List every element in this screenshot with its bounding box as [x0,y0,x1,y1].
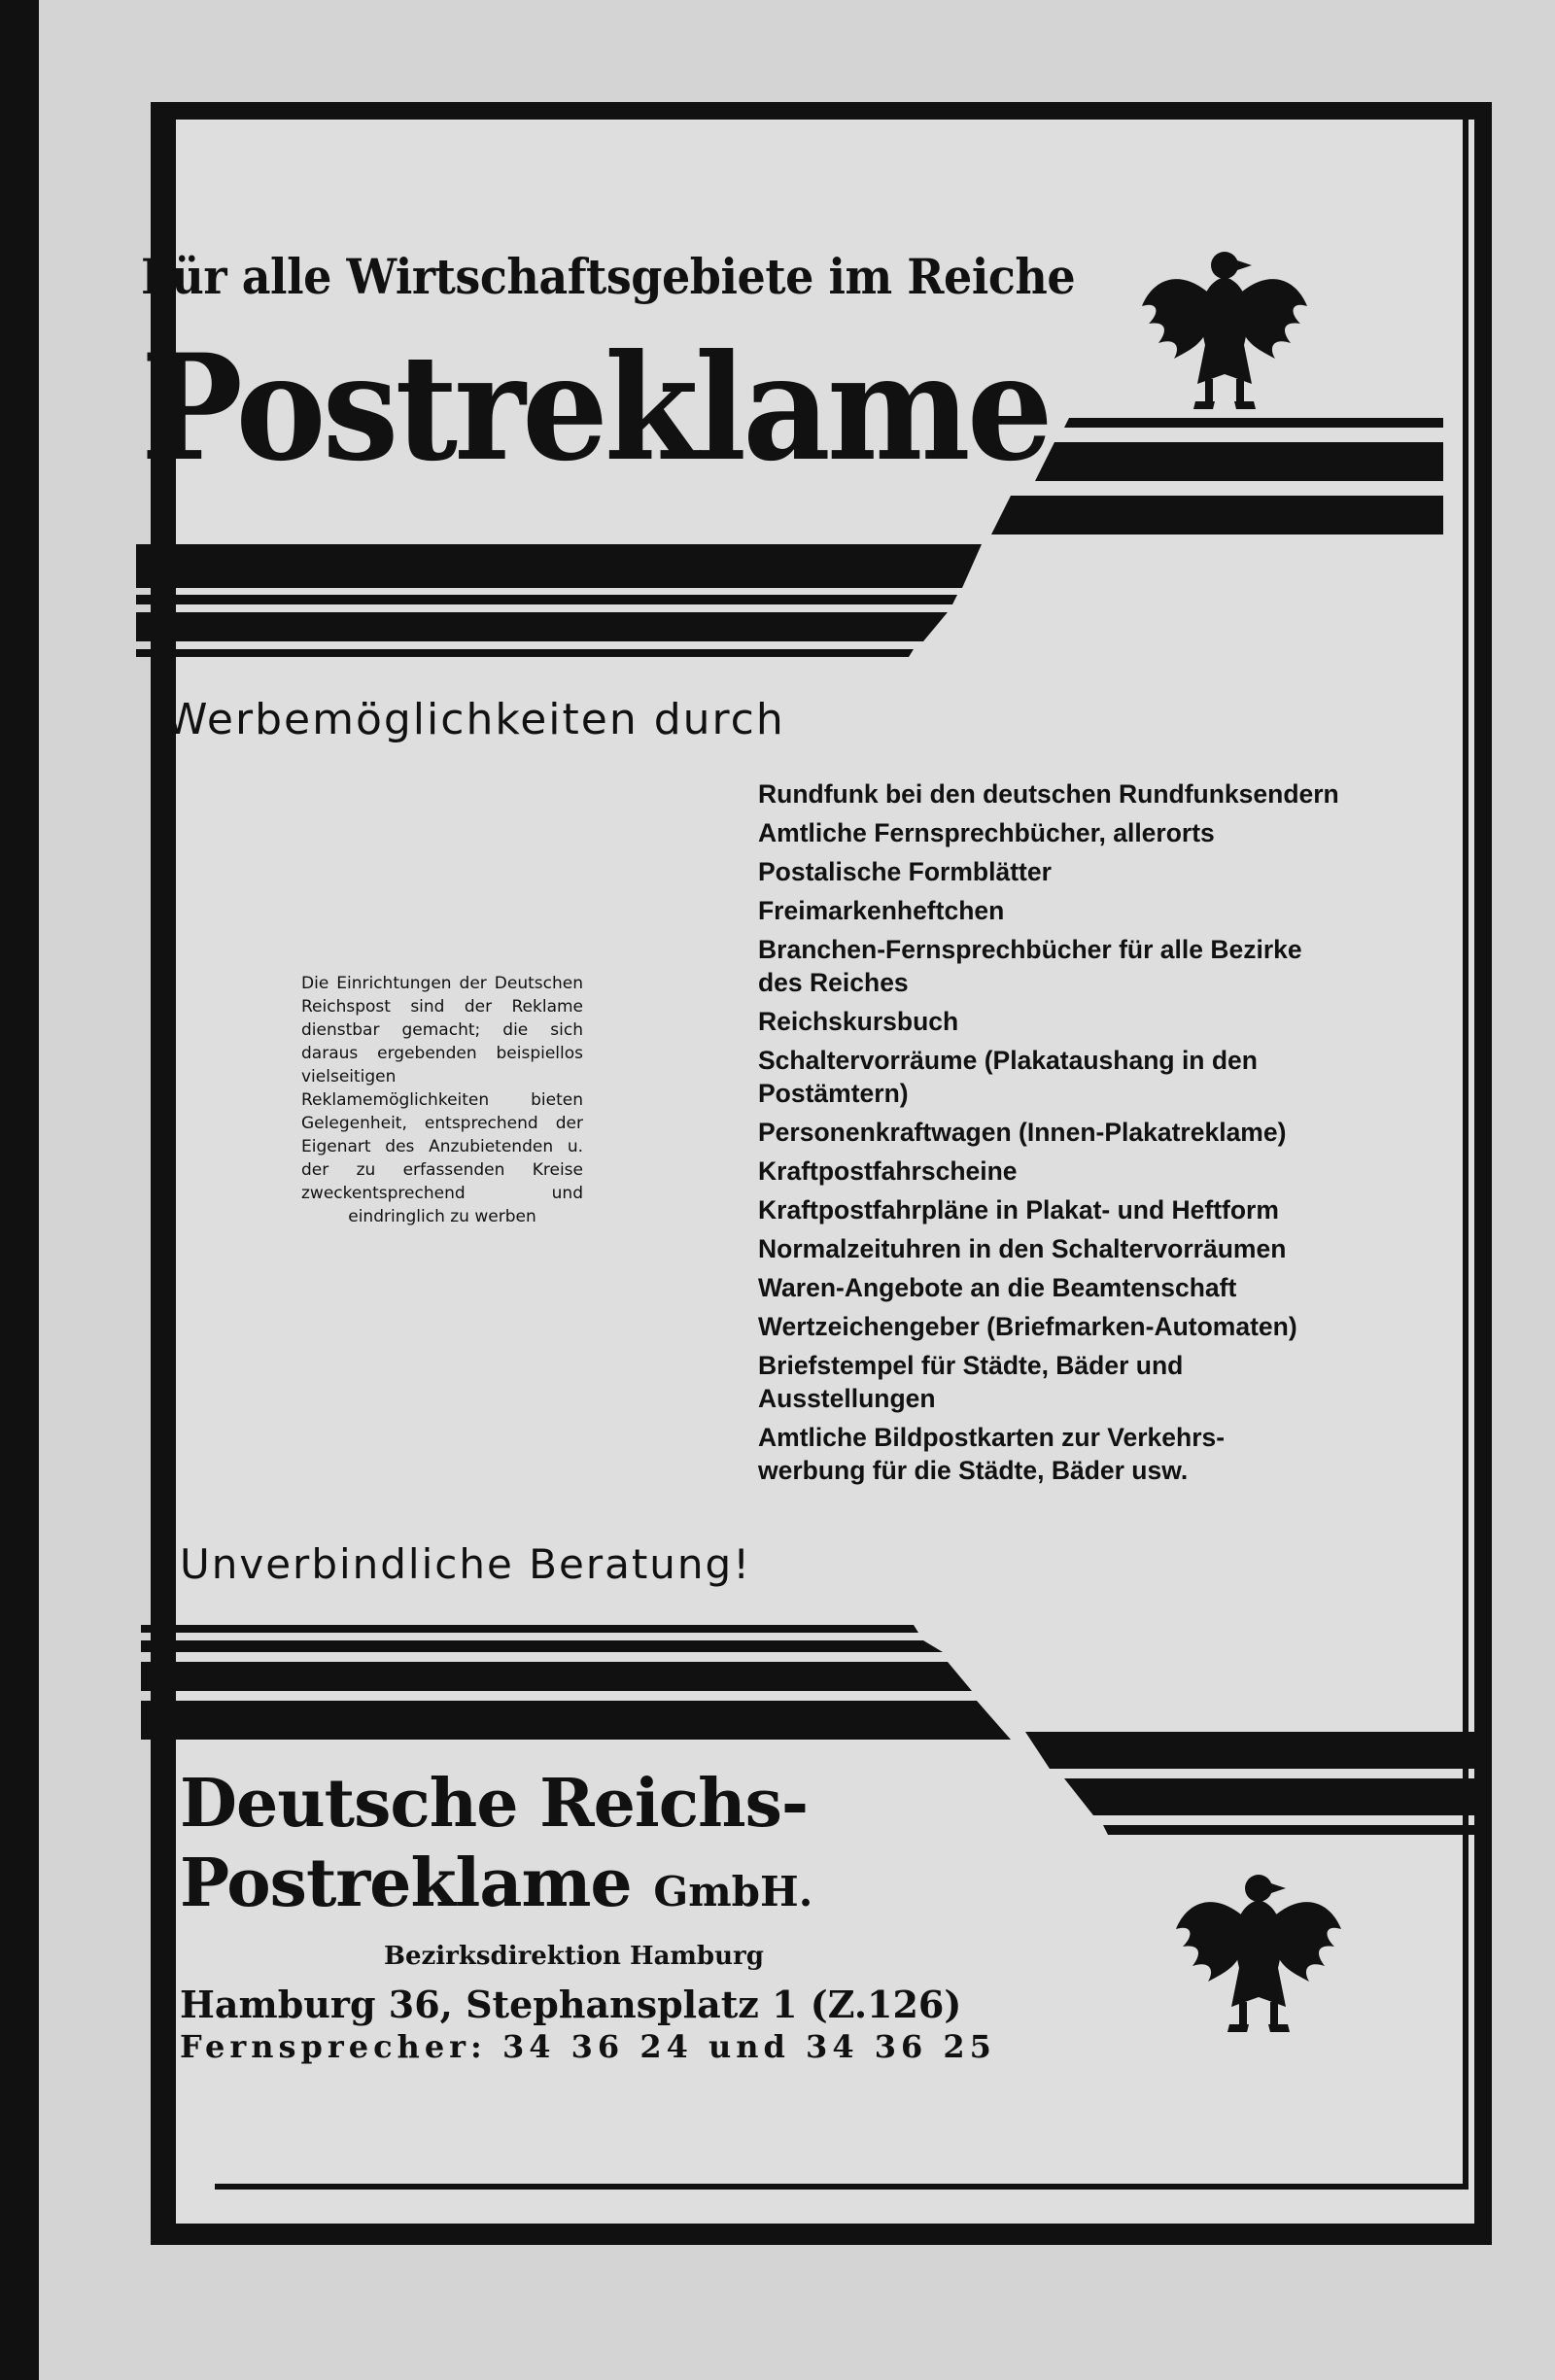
list-item: Rundfunk bei den deutschen Rundfunksendern [758,779,1339,809]
eagle-emblem-icon [1137,238,1312,413]
company-name-line1: Deutsche Reichs- [180,1765,809,1843]
company-block [180,1764,996,2065]
eagle-emblem-icon [1171,1861,1346,2036]
consultation-note: Unverbindliche Beratung! [180,1540,752,1588]
list-item: Kraftpostfahrpläne in Plakat- und Heftform [758,1195,1279,1224]
company-suffix: GmbH. [653,1868,813,1915]
company-phone: Fernsprecher: 34 36 24 und 34 36 25 [180,2028,996,2065]
list-item: Reichskursbuch [758,1007,959,1036]
list-item: Schaltervorräume (Plakataushang in den Postämtern) [758,1046,1258,1108]
list-item: Waren-Angebote an die Beamtenschaft [758,1273,1237,1302]
company-address: Hamburg 36, Stephansplatz 1 (Z.126) [180,1983,962,2026]
section-subtitle: Werbemöglichkeiten durch [165,695,785,744]
district-office: Bezirksdirektion Hamburg [384,1942,764,1971]
list-item: Amtliche Fernsprechbücher, allerorts [758,818,1215,847]
page-title: Postreklame [141,323,1050,494]
tagline: Für alle Wirtschaftsgebiete im Reiche [141,248,1076,305]
list-item: Amtliche Bildpostkarten zur Verkehrs- werbung für die Städte, Bäder usw. [758,1423,1226,1485]
list-item: Postalische Formblätter [758,857,1052,886]
company-name-line2: Postreklame GmbH. [180,1845,813,1922]
intro-paragraph: Die Einrichtungen der Deutschen Reichspost sind der Reklame dienstbar gemacht; die sich daraus ergebenden beispiellos vielseitigen Reklamemöglichkeiten bieten Gelegenheit, entsprechend der Eigenart des Anzubietenden u. der zu erfassenden Kreise zweckentsprechend und eindringlich zu werben [301,974,583,1226]
list-item: Freimarkenheftchen [758,896,1005,925]
list-item: Wertzeichengeber (Briefmarken-Automaten) [758,1312,1297,1341]
list-item: Kraftpostfahrscheine [758,1156,1018,1186]
list-item: Normalzeituhren in den Schaltervorräumen [758,1234,1287,1263]
list-item: Personenkraftwagen (Innen-Plakatreklame) [758,1118,1287,1147]
services-list [758,777,1458,1493]
list-item: Briefstempel für Städte, Bäder und Ausstellungen [758,1351,1184,1413]
list-item: Branchen-Fernsprechbücher für alle Bezirke des Reiches [758,935,1302,997]
